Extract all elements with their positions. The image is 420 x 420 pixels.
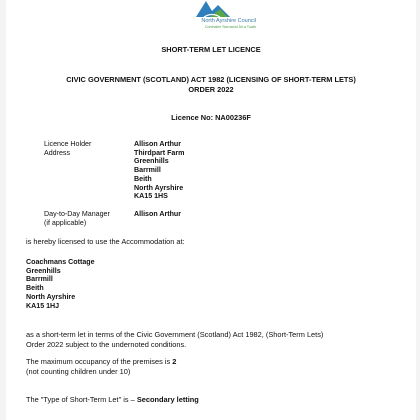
holder-name: Allison Arthur	[134, 140, 182, 148]
council-name: North Ayrshire Council	[201, 18, 256, 24]
occupancy-note: (not counting children under 10)	[26, 367, 131, 376]
licensed-statement: is hereby licensed to use the Accommodation at:	[26, 237, 185, 246]
manager-label-line2: (if applicable)	[44, 218, 87, 227]
occupancy-value: 2	[172, 357, 177, 366]
holder-address-line: KA15 1HS	[134, 192, 168, 201]
council-tagline: Comhairle Siorrachd Àir a Tuath	[204, 25, 256, 29]
let-type-value: Secondary letting	[136, 395, 199, 404]
manager-name: Allison Arthur	[134, 210, 182, 218]
act-title-line2: ORDER 2022	[188, 85, 234, 94]
let-type-prefix: The "Type of Short-Term Let" is –	[26, 395, 137, 404]
manager-label	[44, 210, 110, 227]
accommodation-line: KA15 1HJ	[26, 301, 60, 310]
accommodation-line: North Ayrshire	[26, 292, 76, 301]
terms-line1: as a short-term let in terms of the Civic Government (Scotland) Act 1982, (Short-Term Lets)	[26, 330, 324, 339]
licence-number: Licence No: NA00236F	[171, 113, 251, 122]
accommodation-address	[26, 258, 95, 310]
holder-address-line: Thirdpart Farm	[134, 148, 185, 157]
holder-details	[134, 140, 184, 201]
terms-line2: Order 2022 subject to the undernoted conditions.	[26, 340, 187, 349]
holder-label-line2: Address	[44, 148, 71, 157]
accommodation-line: Barrmill	[26, 275, 53, 284]
holder-label-line1: Licence Holder	[44, 140, 92, 148]
accommodation-line: Greenhills	[26, 266, 61, 275]
occupancy-prefix: The maximum occupancy of the premises is	[26, 357, 173, 366]
document-title: SHORT-TERM LET LICENCE	[161, 45, 261, 54]
licence-page	[6, 0, 416, 420]
accommodation-line: Beith	[26, 284, 44, 293]
council-logo-icon	[190, 0, 246, 18]
act-title-line1: CIVIC GOVERNMENT (SCOTLAND) ACT 1982 (LICENSING OF SHORT-TERM LETS)	[66, 75, 356, 84]
holder-label	[44, 140, 91, 157]
holder-address-line: North Ayrshire	[134, 183, 184, 192]
accommodation-line: Coachmans Cottage	[26, 258, 95, 266]
holder-address-line: Beith	[134, 174, 152, 183]
holder-address-line: Greenhills	[134, 157, 169, 166]
holder-address-line: Barrmill	[134, 166, 161, 175]
occupancy-statement	[26, 357, 176, 366]
council-logo	[180, 0, 256, 38]
let-type-statement	[26, 395, 199, 404]
manager-label-line1: Day-to-Day Manager	[44, 210, 110, 218]
